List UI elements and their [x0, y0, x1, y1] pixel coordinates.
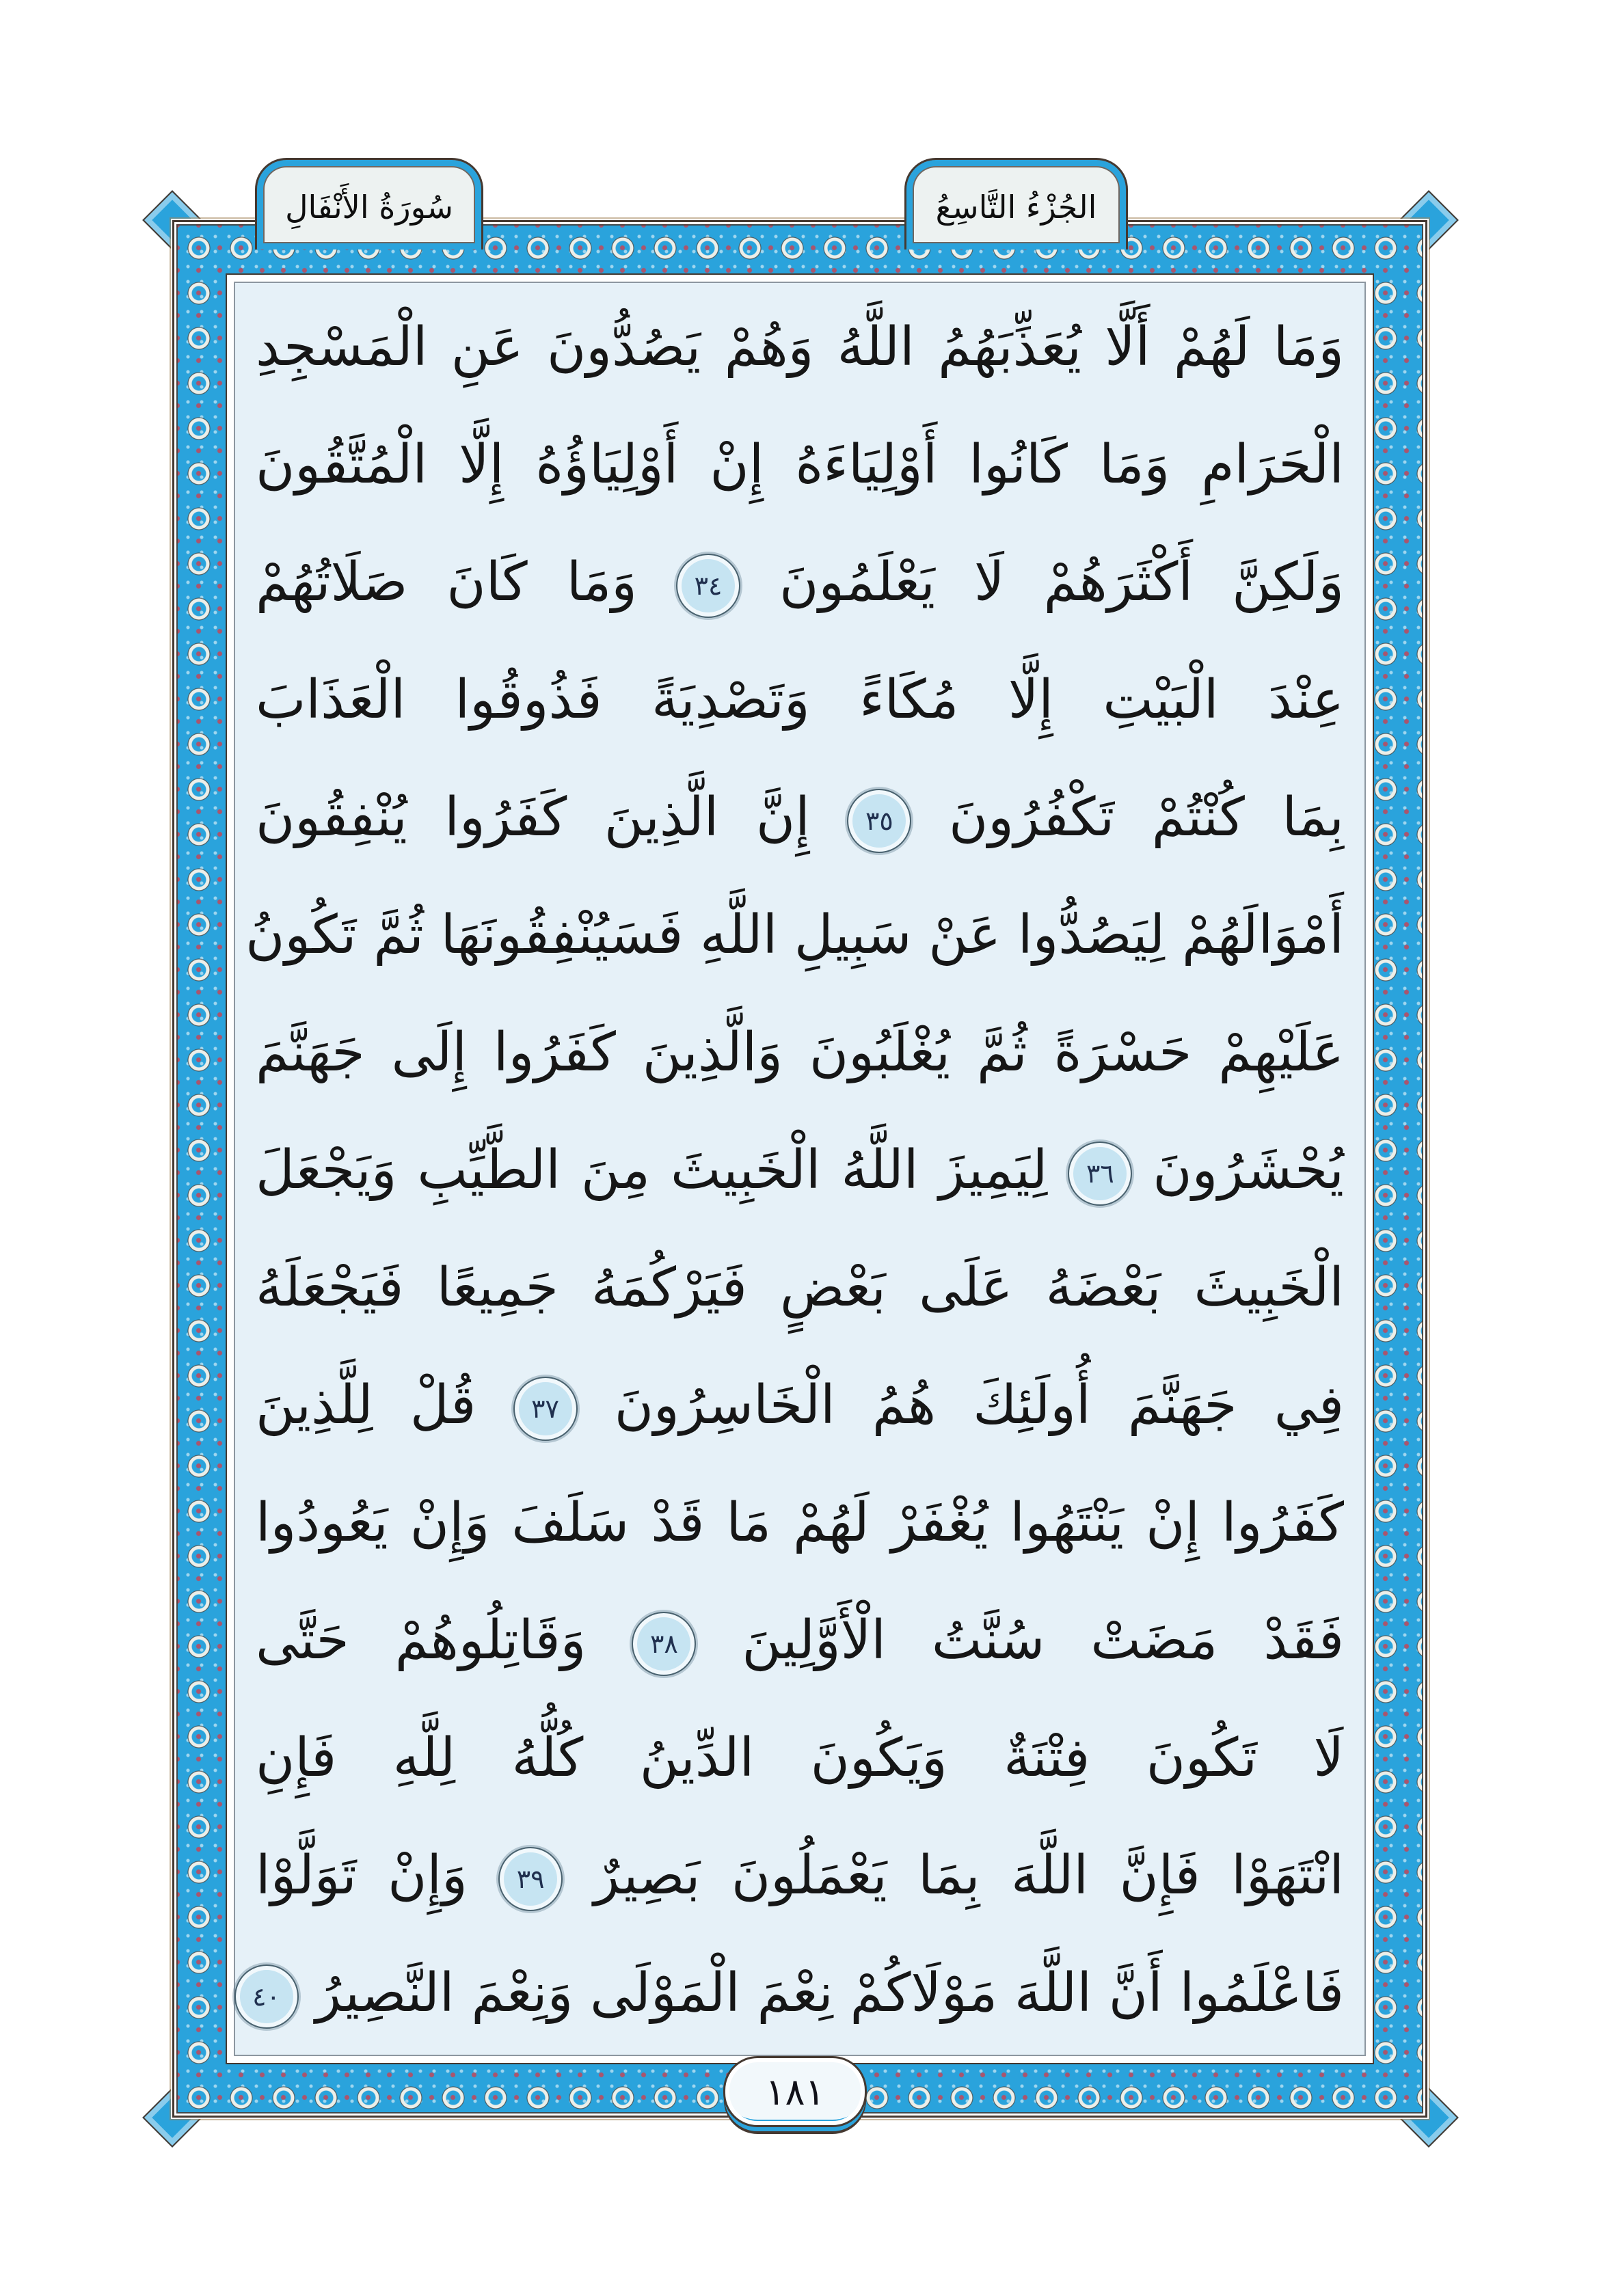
quran-text-segment: أَمْوَالَهُمْ لِيَصُدُّوا عَنْ سَبِيلِ اللَّهِ فَسَيُنْفِقُونَهَا ثُمَّ تَكُونُ — [245, 904, 1344, 966]
quran-line — [256, 641, 1344, 759]
quran-line — [256, 1347, 1344, 1464]
quran-text-segment: إِنَّ الَّذِينَ كَفَرُوا يُنْفِقُونَ — [256, 787, 810, 848]
ayah-number-badge: ٣٧ — [513, 1377, 578, 1441]
quran-line — [256, 524, 1344, 641]
surah-name-tab — [255, 158, 483, 249]
ayah-number-badge: ٣٩ — [498, 1847, 563, 1911]
quran-text-segment: وَمَا لَهُمْ أَلَّا يُعَذِّبَهُمُ اللَّهُ وَهُمْ يَصُدُّونَ عَنِ الْمَسْجِدِ — [256, 316, 1344, 378]
quran-line — [256, 1111, 1344, 1229]
quran-text-segment: كَفَرُوا إِنْ يَنْتَهُوا يُغْفَرْ لَهُمْ مَا قَدْ سَلَفَ وَإِنْ يَعُودُوا — [256, 1492, 1344, 1554]
quran-text-segment: فَاعْلَمُوا أَنَّ اللَّهَ مَوْلَاكُمْ نِعْمَ الْمَوْلَى وَنِعْمَ النَّصِيرُ — [315, 1962, 1344, 2024]
quran-line — [245, 876, 1344, 994]
ornamental-border-band — [176, 224, 1423, 2113]
page-content-area — [234, 282, 1366, 2056]
surah-name-label: سُورَةُ الأَنْفَالِ — [285, 188, 453, 226]
ayah-number-badge: ٣٨ — [632, 1612, 696, 1676]
quran-line — [256, 1817, 1344, 1934]
quran-text-segment: فَقَدْ مَضَتْ سُنَّتُ الْأَوَّلِينَ — [742, 1610, 1345, 1671]
quran-text-segment: الْحَرَامِ وَمَا كَانُوا أَوْلِيَاءَهُ إِنْ أَوْلِيَاؤُهُ إِلَّا الْمُتَّقُونَ — [256, 434, 1344, 496]
quran-text-segment: وَلَكِنَّ أَكْثَرَهُمْ لَا يَعْلَمُونَ — [779, 552, 1344, 613]
ayah-number-badge: ٤٠ — [234, 1964, 299, 2029]
ayah-number-badge: ٣٥ — [847, 789, 911, 853]
quran-text-segment: عَلَيْهِمْ حَسْرَةً ثُمَّ يُغْلَبُونَ وَالَّذِينَ كَفَرُوا إِلَى جَهَنَّمَ — [256, 1022, 1344, 1083]
quran-line — [256, 288, 1344, 406]
quran-text-segment: عِنْدَ الْبَيْتِ إِلَّا مُكَاءً وَتَصْدِيَةً فَذُوقُوا الْعَذَابَ — [256, 669, 1344, 731]
page-number: ١٨١ — [765, 2070, 825, 2113]
ayah-number-badge: ٣٤ — [676, 554, 740, 618]
quran-text-segment: وَإِنْ تَوَلَّوْا — [256, 1845, 468, 1906]
inner-frame-line — [226, 273, 1374, 2064]
quran-text-segment: الْخَبِيثَ بَعْضَهُ عَلَى بَعْضٍ فَيَرْكُمَهُ جَمِيعًا فَيَجْعَلَهُ — [256, 1257, 1344, 1319]
quran-line — [256, 1699, 1344, 1817]
quran-text-segment: يُحْشَرُونَ — [1153, 1139, 1345, 1201]
page-number-cartouche — [723, 2056, 867, 2127]
quran-text-segment: قُلْ لِلَّذِينَ — [256, 1375, 476, 1436]
quran-text-segment: لِيَمِيزَ اللَّهُ الْخَبِيثَ مِنَ الطَّيِّبِ وَيَجْعَلَ — [256, 1139, 1048, 1201]
quran-text-segment: وَمَا كَانَ صَلَاتُهُمْ — [256, 552, 637, 613]
juz-name-tab — [904, 158, 1128, 249]
quran-text-segment: لَا تَكُونَ فِتْنَةٌ وَيَكُونَ الدِّينُ كُلُّهُ لِلَّهِ فَإِنِ — [256, 1727, 1344, 1789]
quran-line — [256, 994, 1344, 1111]
quran-line — [256, 1582, 1344, 1699]
quran-line — [256, 1464, 1344, 1582]
quran-text-segment: انْتَهَوْا فَإِنَّ اللَّهَ بِمَا يَعْمَلُونَ بَصِيرٌ — [593, 1845, 1345, 1906]
quran-line — [256, 759, 1344, 876]
quran-line — [256, 1229, 1344, 1347]
quran-text — [235, 283, 1364, 2055]
ayah-number-badge: ٣٦ — [1068, 1142, 1132, 1206]
quran-text-segment: بِمَا كُنْتُمْ تَكْفُرُونَ — [948, 787, 1345, 848]
page-border-frame — [172, 220, 1427, 2118]
quran-text-segment: فِي جَهَنَّمَ أُولَئِكَ هُمُ الْخَاسِرُونَ — [614, 1375, 1345, 1436]
quran-text-segment: وَقَاتِلُوهُمْ حَتَّى — [256, 1610, 587, 1671]
juz-name-label: الجُزْءُ التَّاسِعُ — [935, 188, 1097, 226]
quran-line — [256, 406, 1344, 524]
quran-line — [252, 1934, 1344, 2052]
